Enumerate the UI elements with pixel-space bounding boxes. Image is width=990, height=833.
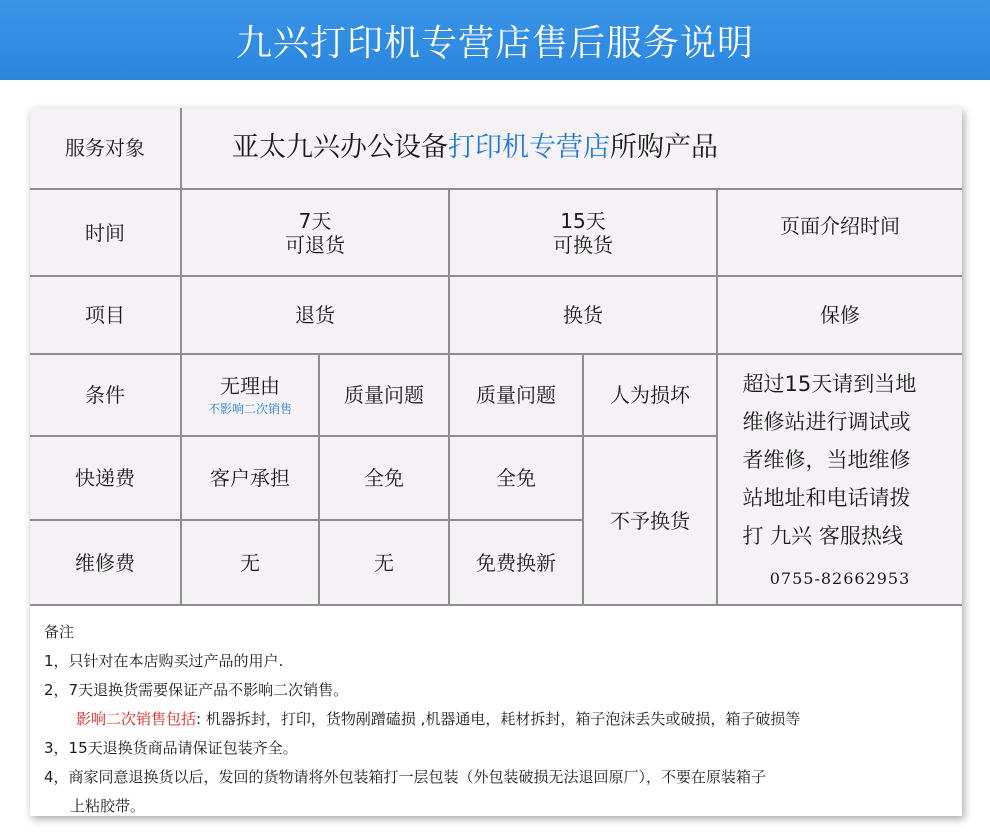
note-item-2-detail-text: : 机器拆封，打印，货物剐蹭磕损 ,机器通电，耗材拆封，箱子泡沫丢失或破损，箱子破损等	[196, 710, 801, 728]
quality-issue-return-cell	[320, 355, 450, 437]
no-exchange-cell	[584, 437, 718, 606]
hotline-phone: 0755-82662953	[769, 569, 911, 588]
exchange-period-text: 可换货	[553, 232, 613, 257]
repair-none-exchange-cell	[320, 521, 450, 606]
repair-fee-label-cell	[30, 521, 182, 606]
item-return: 退货	[295, 303, 335, 327]
note-item-4-line1: 4，商家同意退换货以后，发回的货物请将外包装箱打一层包装（外包装破损无法退回原厂），不要在原装箱子	[44, 768, 767, 786]
warranty-info-line5	[743, 517, 938, 555]
condition-label-cell	[30, 355, 182, 437]
service-table	[30, 108, 962, 606]
service-target-prefix: 亚太九兴办公设备	[232, 131, 448, 163]
repair-none-return: 无	[240, 550, 260, 575]
shipping-free-exchange-cell	[450, 437, 584, 521]
warranty-info-line2: 维修站进行调试或	[742, 410, 911, 434]
service-target-text	[182, 132, 718, 164]
service-target-suffix: 所购产品	[610, 131, 718, 163]
exchange-time-cell	[450, 190, 718, 277]
service-target-value-cell	[182, 108, 962, 190]
item-label-cell	[30, 277, 182, 355]
note-item-2-detail-label: 影响二次销售包括	[76, 710, 197, 728]
service-target-label-cell	[30, 108, 182, 190]
customer-pays-cell	[182, 437, 320, 521]
service-target-label: 服务对象	[65, 136, 145, 160]
human-damage: 人为损坏	[610, 383, 690, 407]
no-exchange: 不予换货	[610, 508, 690, 533]
warranty-info-line4: 站地址和电话请拨	[742, 486, 911, 510]
human-damage-cell	[584, 355, 718, 437]
no-reason-text: 无理由	[220, 373, 280, 398]
shipping-label: 快递费	[75, 466, 135, 490]
shipping-free-return-cell	[320, 437, 450, 521]
repair-none-exchange: 无	[374, 550, 394, 575]
warranty-info-line3: 者维修，当地维修	[742, 448, 911, 472]
item-warranty-cell	[718, 277, 962, 355]
notes-title: 备注	[44, 623, 75, 641]
item-label: 项目	[85, 303, 125, 327]
item-return-cell	[182, 277, 450, 355]
time-label: 时间	[85, 220, 125, 245]
page-header	[0, 0, 990, 80]
warranty-info-line1: 超过15天请到当地	[742, 372, 917, 396]
return-period-text: 可退货	[285, 232, 345, 257]
exchange-days: 15天	[560, 208, 606, 233]
item-exchange: 换货	[563, 303, 603, 327]
return-time-cell	[182, 190, 450, 277]
warranty-call-prefix: 打	[742, 524, 764, 548]
free-replace-cell	[450, 521, 584, 606]
warranty-hotline-label: 客服热线	[818, 524, 903, 548]
note-item-1: 1，只针对在本店购买过产品的用户.	[44, 652, 284, 670]
warranty-info-text	[743, 365, 938, 555]
free-replace: 免费换新	[476, 550, 556, 575]
warranty-brand: 九兴	[770, 524, 813, 548]
no-reason-note: 不影响二次销售	[207, 401, 292, 416]
condition-label: 条件	[85, 383, 125, 407]
shipping-free-exchange: 全免	[496, 466, 536, 490]
notes-section	[44, 618, 954, 821]
note-item-2: 2，7天退换货需要保证产品不影响二次销售。	[44, 681, 349, 699]
return-days: 7天	[298, 208, 332, 233]
page-title: 九兴打印机专营店售后服务说明	[235, 22, 754, 64]
item-exchange-cell	[450, 277, 718, 355]
note-item-4-line2: 上粘胶带。	[70, 797, 146, 815]
service-policy-card	[30, 108, 962, 816]
no-reason-cell	[182, 355, 320, 437]
shipping-label-cell	[30, 437, 182, 521]
service-target-highlight: 打印机专营店	[448, 131, 610, 163]
repair-fee-label: 维修费	[75, 550, 135, 575]
quality-issue-exchange: 质量问题	[476, 383, 556, 407]
quality-issue-exchange-cell	[450, 355, 584, 437]
note-item-2-detail	[44, 705, 954, 734]
warranty-time-text: 页面介绍时间	[780, 214, 900, 238]
warranty-time-cell	[718, 190, 962, 277]
shipping-free-return: 全免	[364, 466, 404, 490]
quality-issue-return: 质量问题	[344, 383, 424, 407]
customer-pays: 客户承担	[210, 466, 290, 490]
note-item-3: 3，15天退换货商品请保证包装齐全。	[44, 739, 298, 757]
warranty-info-cell	[718, 355, 962, 606]
item-warranty: 保修	[820, 303, 860, 327]
time-label-cell	[30, 190, 182, 277]
repair-none-return-cell	[182, 521, 320, 606]
